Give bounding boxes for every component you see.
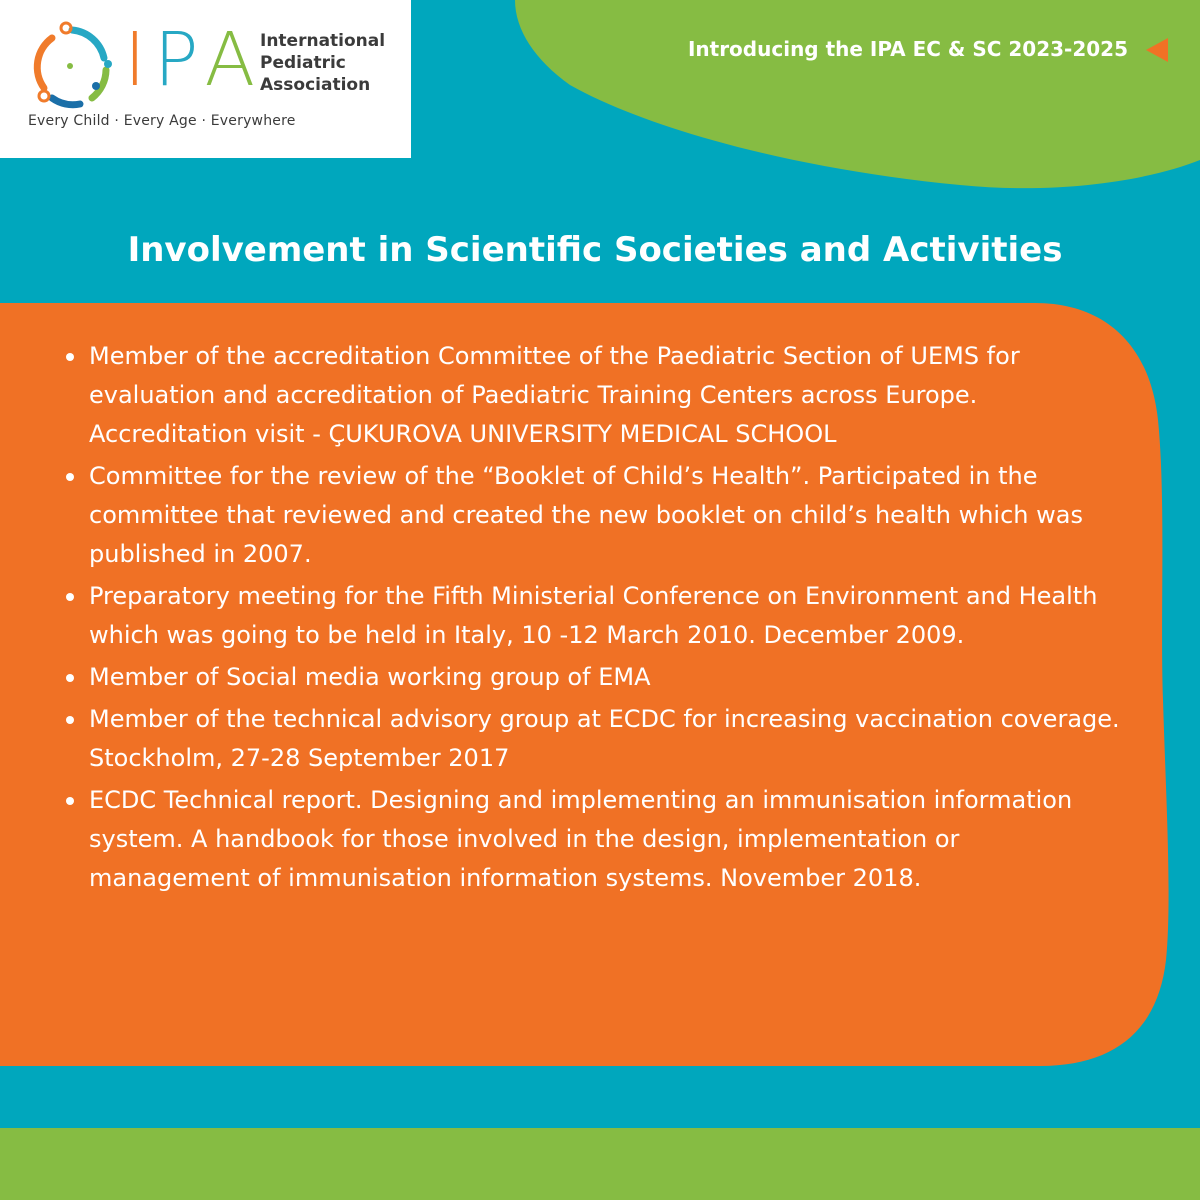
ipa-logo-mark-icon (22, 18, 118, 114)
list-item-text: Member of Social media working group of EMA (89, 663, 651, 691)
org-name-line-3: Association (260, 75, 371, 95)
logo-panel (0, 0, 411, 158)
top-green-blob (515, 0, 1200, 188)
bottom-green-band (0, 1128, 1200, 1200)
bullet-dot-icon (66, 674, 74, 682)
list-item-text: Committee for the review of the “Booklet of Child’s Health”. Participated in the committee that reviewed and created the new booklet on child’s health which was published in 2007. (89, 462, 1083, 568)
organization-name (260, 30, 410, 96)
tagline: Every Child · Every Age · Everywhere (28, 113, 296, 129)
org-name-line-2: Pediatric (260, 53, 346, 73)
list-item-text: Preparatory meeting for the Fifth Ministerial Conference on Environment and Health which was going to be held in Italy, 10 -12 March 2010. December 2009. (89, 582, 1098, 649)
header-title: Introducing the IPA EC & SC 2023-2025 (687, 37, 1128, 61)
list-item-text: ECDC Technical report. Designing and implementing an immunisation information system. A handbook for those involved in the design, implementation or management of immunisation information systems. November 2018. (89, 786, 1073, 892)
list-item-text: Member of the technical advisory group at ECDC for increasing vaccination coverage. Stockholm, 27-28 September 2017 (89, 705, 1120, 772)
bullet-dot-icon (66, 593, 74, 601)
org-name-line-1: International (260, 31, 386, 51)
ipa-logo-letters (124, 17, 258, 103)
logo-letter-a: A (204, 17, 258, 103)
list-item (52, 658, 1122, 697)
list-item (52, 781, 1122, 898)
triangle-left-icon (1146, 38, 1168, 62)
list-item (52, 457, 1122, 574)
involvement-list (52, 337, 1122, 901)
logo-letter-i: I (124, 17, 148, 103)
list-item (52, 577, 1122, 655)
list-item (52, 700, 1122, 778)
list-item (52, 337, 1122, 454)
bullet-dot-icon (66, 797, 74, 805)
bullet-dot-icon (66, 353, 74, 361)
logo-letter-p: P (153, 17, 201, 103)
list-item-text: Member of the accreditation Committee of the Paediatric Section of UEMS for evaluation and accreditation of Paediatric Training Centers across Europe. Accreditation visit - ÇUKUROVA UNIVERSITY MEDICAL SCHOOL (89, 342, 1020, 448)
bullet-dot-icon (66, 473, 74, 481)
bullet-dot-icon (66, 716, 74, 724)
section-title: Involvement in Scientific Societies and Activities (127, 230, 1063, 270)
